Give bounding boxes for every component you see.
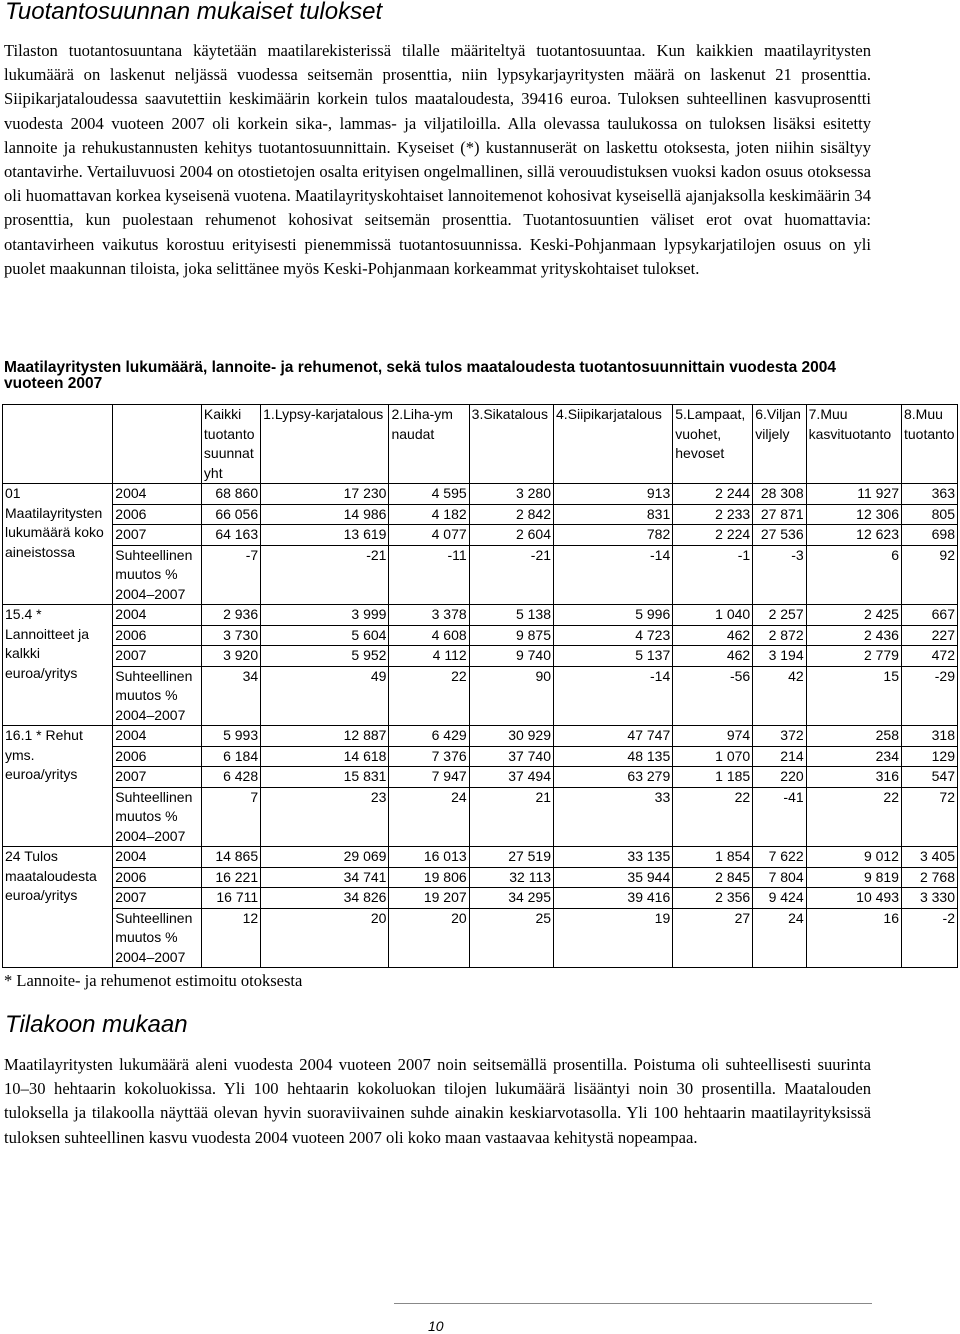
- table-cell: 3 330: [901, 888, 957, 909]
- table-cell: 30 929: [469, 726, 553, 747]
- table-cell: 12: [201, 908, 260, 968]
- table-cell: -11: [389, 545, 469, 605]
- row-period-label: 2004: [113, 726, 202, 747]
- table-cell: 4 595: [389, 484, 469, 505]
- table-cell: 2 779: [806, 646, 901, 667]
- row-period-label: Suhteellinen muutos % 2004–2007: [113, 666, 202, 726]
- row-period-label: 2007: [113, 888, 202, 909]
- header-corner: [113, 405, 202, 484]
- table-cell: 11 927: [806, 484, 901, 505]
- table-cell: 16: [806, 908, 901, 968]
- table-cell: 68 860: [201, 484, 260, 505]
- table-cell: 24: [753, 908, 806, 968]
- table-row: [3, 525, 958, 546]
- table-cell: 12 623: [806, 525, 901, 546]
- table-cell: 20: [389, 908, 469, 968]
- table-cell: 17 230: [261, 484, 389, 505]
- column-header: 7.Muu kasvituotanto: [806, 405, 901, 484]
- table-cell: 5 993: [201, 726, 260, 747]
- row-period-label: 2006: [113, 625, 202, 646]
- table-cell: 49: [261, 666, 389, 726]
- row-period-label: 2004: [113, 605, 202, 626]
- column-header: 8.Muu tuotanto: [901, 405, 957, 484]
- table-cell: 9 740: [469, 646, 553, 667]
- table-cell: 2 872: [753, 625, 806, 646]
- table-cell: 12 887: [261, 726, 389, 747]
- table-cell: 34 826: [261, 888, 389, 909]
- table-cell: 37 494: [469, 767, 553, 788]
- table-cell: 6: [806, 545, 901, 605]
- table-cell: 7: [201, 787, 260, 847]
- table-cell: 667: [901, 605, 957, 626]
- table-row: [3, 746, 958, 767]
- table-cell: 22: [673, 787, 753, 847]
- table-row: [3, 666, 958, 726]
- page-number: 10: [428, 1318, 444, 1334]
- table-cell: -29: [901, 666, 957, 726]
- table-cell: 6 429: [389, 726, 469, 747]
- row-period-label: 2007: [113, 767, 202, 788]
- table-cell: 316: [806, 767, 901, 788]
- table-cell: 27 536: [753, 525, 806, 546]
- column-header: Kaikki tuotanto suunnat yht: [201, 405, 260, 484]
- row-group-label: 01 Maatilayritysten lukumäärä koko aineistossa: [3, 484, 113, 605]
- table-cell: -56: [673, 666, 753, 726]
- table-cell: 472: [901, 646, 957, 667]
- table-cell: 4 112: [389, 646, 469, 667]
- table-cell: 2 845: [673, 867, 753, 888]
- table-cell: 5 137: [554, 646, 673, 667]
- table-cell: 90: [469, 666, 553, 726]
- table-cell: 20: [261, 908, 389, 968]
- table-row: [3, 605, 958, 626]
- table-cell: 42: [753, 666, 806, 726]
- table-cell: 462: [673, 646, 753, 667]
- table-cell: 3 194: [753, 646, 806, 667]
- column-header: 6.Viljan viljely: [753, 405, 806, 484]
- table-cell: 363: [901, 484, 957, 505]
- table-cell: 3 378: [389, 605, 469, 626]
- table-cell: 66 056: [201, 504, 260, 525]
- table-row: [3, 767, 958, 788]
- table-cell: 234: [806, 746, 901, 767]
- table-cell: 33 135: [554, 847, 673, 868]
- table-cell: 35 944: [554, 867, 673, 888]
- table-cell: 2 768: [901, 867, 957, 888]
- section-heading-production: Tuotantosuunnan mukaiset tulokset: [5, 0, 383, 25]
- table-cell: 1 854: [673, 847, 753, 868]
- table-cell: 318: [901, 726, 957, 747]
- table-cell: 5 604: [261, 625, 389, 646]
- table-cell: 7 376: [389, 746, 469, 767]
- row-group-label: 16.1 * Rehut yms. euroa/yritys: [3, 726, 113, 847]
- table-cell: 2 244: [673, 484, 753, 505]
- table-row: [3, 867, 958, 888]
- table-cell: 37 740: [469, 746, 553, 767]
- table-row: [3, 726, 958, 747]
- table-header-row: [3, 405, 958, 484]
- table-cell: 1 040: [673, 605, 753, 626]
- table-cell: 9 012: [806, 847, 901, 868]
- table-cell: -21: [469, 545, 553, 605]
- table-cell: 16 013: [389, 847, 469, 868]
- table-cell: 214: [753, 746, 806, 767]
- table-cell: 782: [554, 525, 673, 546]
- table-cell: 4 723: [554, 625, 673, 646]
- footer-rule: [394, 1303, 872, 1304]
- table-cell: 14 618: [261, 746, 389, 767]
- table-cell: 64 163: [201, 525, 260, 546]
- table-cell: 2 425: [806, 605, 901, 626]
- section-paragraph-farm-size: Maatilayritysten lukumäärä aleni vuodesta 2004 vuoteen 2007 noin seitsemällä prosentilla. Poistuma oli suhteellisesti suurinta 10–30 hehtaarin kokoluokissa. Yli 100 hehtaarin kokoluokan tilojen lukumäärä lisääntyi noin 30 prosentilla. Maatalouden tuloksella ja tilakoolla näyttää olevan hyvin suoraviivainen suhde ainakin keskiarvotasolla. Yli 100 hehtaarin maatilayrityksissä tuloksen suhteellinen kasvu vuodesta 2004 vuoteen 2007 oli koko maan vastaavaa kehitystä nopeampaa.: [4, 1055, 871, 1147]
- table-cell: 462: [673, 625, 753, 646]
- table-cell: 5 138: [469, 605, 553, 626]
- table-cell: 2 224: [673, 525, 753, 546]
- table-cell: 3 920: [201, 646, 260, 667]
- table-cell: -7: [201, 545, 260, 605]
- table-cell: 14 986: [261, 504, 389, 525]
- table-cell: 2 356: [673, 888, 753, 909]
- row-period-label: 2007: [113, 525, 202, 546]
- row-period-label: 2004: [113, 847, 202, 868]
- table-cell: 22: [806, 787, 901, 847]
- table-cell: 913: [554, 484, 673, 505]
- table-cell: 29 069: [261, 847, 389, 868]
- table-cell: 5 996: [554, 605, 673, 626]
- table-cell: -2: [901, 908, 957, 968]
- row-period-label: Suhteellinen muutos % 2004–2007: [113, 545, 202, 605]
- table-cell: 805: [901, 504, 957, 525]
- table-cell: 25: [469, 908, 553, 968]
- table-cell: 39 416: [554, 888, 673, 909]
- table-title: Maatilayritysten lukumäärä, lannoite- ja rehumenot, sekä tulos maataloudesta tuotantosuunnittain vuodesta 2004 vuoteen 2007: [4, 359, 837, 392]
- table-cell: 9 819: [806, 867, 901, 888]
- results-table: [2, 404, 958, 968]
- table-cell: 7 622: [753, 847, 806, 868]
- table-row: [3, 787, 958, 847]
- table-cell: 698: [901, 525, 957, 546]
- table-cell: 22: [389, 666, 469, 726]
- table-cell: 3 730: [201, 625, 260, 646]
- table-row: [3, 484, 958, 505]
- table-cell: 6 184: [201, 746, 260, 767]
- table-cell: 19 207: [389, 888, 469, 909]
- table-cell: 2 936: [201, 605, 260, 626]
- table-cell: 9 424: [753, 888, 806, 909]
- table-cell: -3: [753, 545, 806, 605]
- row-period-label: 2006: [113, 867, 202, 888]
- table-cell: 23: [261, 787, 389, 847]
- table-cell: 72: [901, 787, 957, 847]
- row-group-label: 24 Tulos maataloudesta euroa/yritys: [3, 847, 113, 968]
- table-cell: 10 493: [806, 888, 901, 909]
- table-cell: 3 405: [901, 847, 957, 868]
- table-cell: 7 804: [753, 867, 806, 888]
- column-header: 3.Sikatalous: [469, 405, 553, 484]
- table-row: [3, 504, 958, 525]
- header-corner: [3, 405, 113, 484]
- table-cell: 28 308: [753, 484, 806, 505]
- section-heading-farm-size: Tilakoon mukaan: [5, 1011, 188, 1038]
- table-cell: 19 806: [389, 867, 469, 888]
- table-cell: 3 280: [469, 484, 553, 505]
- row-period-label: 2004: [113, 484, 202, 505]
- table-cell: 129: [901, 746, 957, 767]
- table-row: [3, 908, 958, 968]
- table-cell: 6 428: [201, 767, 260, 788]
- table-cell: 15: [806, 666, 901, 726]
- column-header: 2.Liha-ym naudat: [389, 405, 469, 484]
- table-cell: 34: [201, 666, 260, 726]
- table-row: [3, 888, 958, 909]
- table-cell: 5 952: [261, 646, 389, 667]
- table-cell: 220: [753, 767, 806, 788]
- table-cell: 831: [554, 504, 673, 525]
- table-cell: 16 221: [201, 867, 260, 888]
- table-cell: 372: [753, 726, 806, 747]
- table-cell: 1 185: [673, 767, 753, 788]
- table-row: [3, 625, 958, 646]
- table-cell: 92: [901, 545, 957, 605]
- row-period-label: 2006: [113, 746, 202, 767]
- table-cell: 15 831: [261, 767, 389, 788]
- table-cell: 4 182: [389, 504, 469, 525]
- table-cell: 14 865: [201, 847, 260, 868]
- table-cell: -1: [673, 545, 753, 605]
- table-cell: 24: [389, 787, 469, 847]
- table-cell: 48 135: [554, 746, 673, 767]
- table-cell: 1 070: [673, 746, 753, 767]
- table-cell: 19: [554, 908, 673, 968]
- table-cell: 27 519: [469, 847, 553, 868]
- table-cell: 63 279: [554, 767, 673, 788]
- table-cell: 2 257: [753, 605, 806, 626]
- row-group-label: 15.4 * Lannoitteet ja kalkki euroa/yritys: [3, 605, 113, 726]
- table-cell: 27: [673, 908, 753, 968]
- table-cell: 9 875: [469, 625, 553, 646]
- table-cell: 258: [806, 726, 901, 747]
- table-cell: 547: [901, 767, 957, 788]
- table-row: [3, 847, 958, 868]
- table-cell: 27 871: [753, 504, 806, 525]
- table-cell: 16 711: [201, 888, 260, 909]
- table-footnote: * Lannoite- ja rehumenot estimoitu otoksesta: [4, 971, 303, 990]
- table-cell: 34 741: [261, 867, 389, 888]
- table-cell: 32 113: [469, 867, 553, 888]
- table-cell: -21: [261, 545, 389, 605]
- table-cell: 12 306: [806, 504, 901, 525]
- table-cell: 33: [554, 787, 673, 847]
- table-cell: 974: [673, 726, 753, 747]
- table-cell: 21: [469, 787, 553, 847]
- table-cell: 2 436: [806, 625, 901, 646]
- column-header: 1.Lypsy-karjatalous: [261, 405, 389, 484]
- column-header: 5.Lampaat, vuohet, hevoset: [673, 405, 753, 484]
- table-cell: 34 295: [469, 888, 553, 909]
- table-cell: 47 747: [554, 726, 673, 747]
- table-cell: 4 608: [389, 625, 469, 646]
- row-period-label: 2007: [113, 646, 202, 667]
- table-cell: -14: [554, 545, 673, 605]
- table-cell: 2 842: [469, 504, 553, 525]
- column-header: 4.Siipikarjatalous: [554, 405, 673, 484]
- table-cell: 227: [901, 625, 957, 646]
- table-row: [3, 646, 958, 667]
- row-period-label: Suhteellinen muutos % 2004–2007: [113, 908, 202, 968]
- row-period-label: Suhteellinen muutos % 2004–2007: [113, 787, 202, 847]
- row-period-label: 2006: [113, 504, 202, 525]
- table-cell: -14: [554, 666, 673, 726]
- table-cell: 3 999: [261, 605, 389, 626]
- table-cell: 13 619: [261, 525, 389, 546]
- section-paragraph-production: Tilaston tuotantosuuntana käytetään maatilarekisterissä tilalle määriteltyä tuotantosuuntaa. Kun kaikkien maatilayritysten lukumäärä on laskenut neljässä vuodessa seitsemän prosenttia, niin lypsykarjayritysten määrä on laskenut 21 prosenttia. Siipikarjataloudessa saavutettiin keskimäärin korkein tulos maataloudesta, 39416 euroa. Tuloksen suhteellinen kasvuprosentti vuodesta 2004 vuoteen 2007 oli korkein sika-, lammas- ja viljatiloilla. Alla olevassa taulukossa on tuloksen lisäksi esitetty lannoite ja rehukustannusten kehitys tuotantosuunnittain. Kyseiset (*) kustannuserät on laskettu otoksesta, joten niihin sisältyy otantavirhe. Vertailuvuosi 2004 on otostietojen osalta erityisen ongelmallinen, sillä verouudistuksen vuoksi kadon osuus otoksessa oli huomattavan korkea kyseisenä vuotena. Maatilayrityskohtaiset lannoitemenot kohosivat kyseisellä ajanjaksolla keskimäärin 34 prosenttia, kun puolestaan rehumenot kohosivat seitsemän prosenttia. Tuotantosuuntien väliset erot ovat huomattavia: otantavirheen vaikutus korostuu erityisesti pienemmissä tuotantosuunnissa. Keski-Pohjanmaan lypsykarjatilojen osuus on yli puolet maakunnan tiloista, joka selittänee myös Keski-Pohjanmaan korkeammat yrityskohtaiset tulokset.: [4, 41, 871, 278]
- table-cell: -41: [753, 787, 806, 847]
- table-cell: 2 604: [469, 525, 553, 546]
- table-cell: 4 077: [389, 525, 469, 546]
- table-cell: 7 947: [389, 767, 469, 788]
- table-row: [3, 545, 958, 605]
- table-cell: 2 233: [673, 504, 753, 525]
